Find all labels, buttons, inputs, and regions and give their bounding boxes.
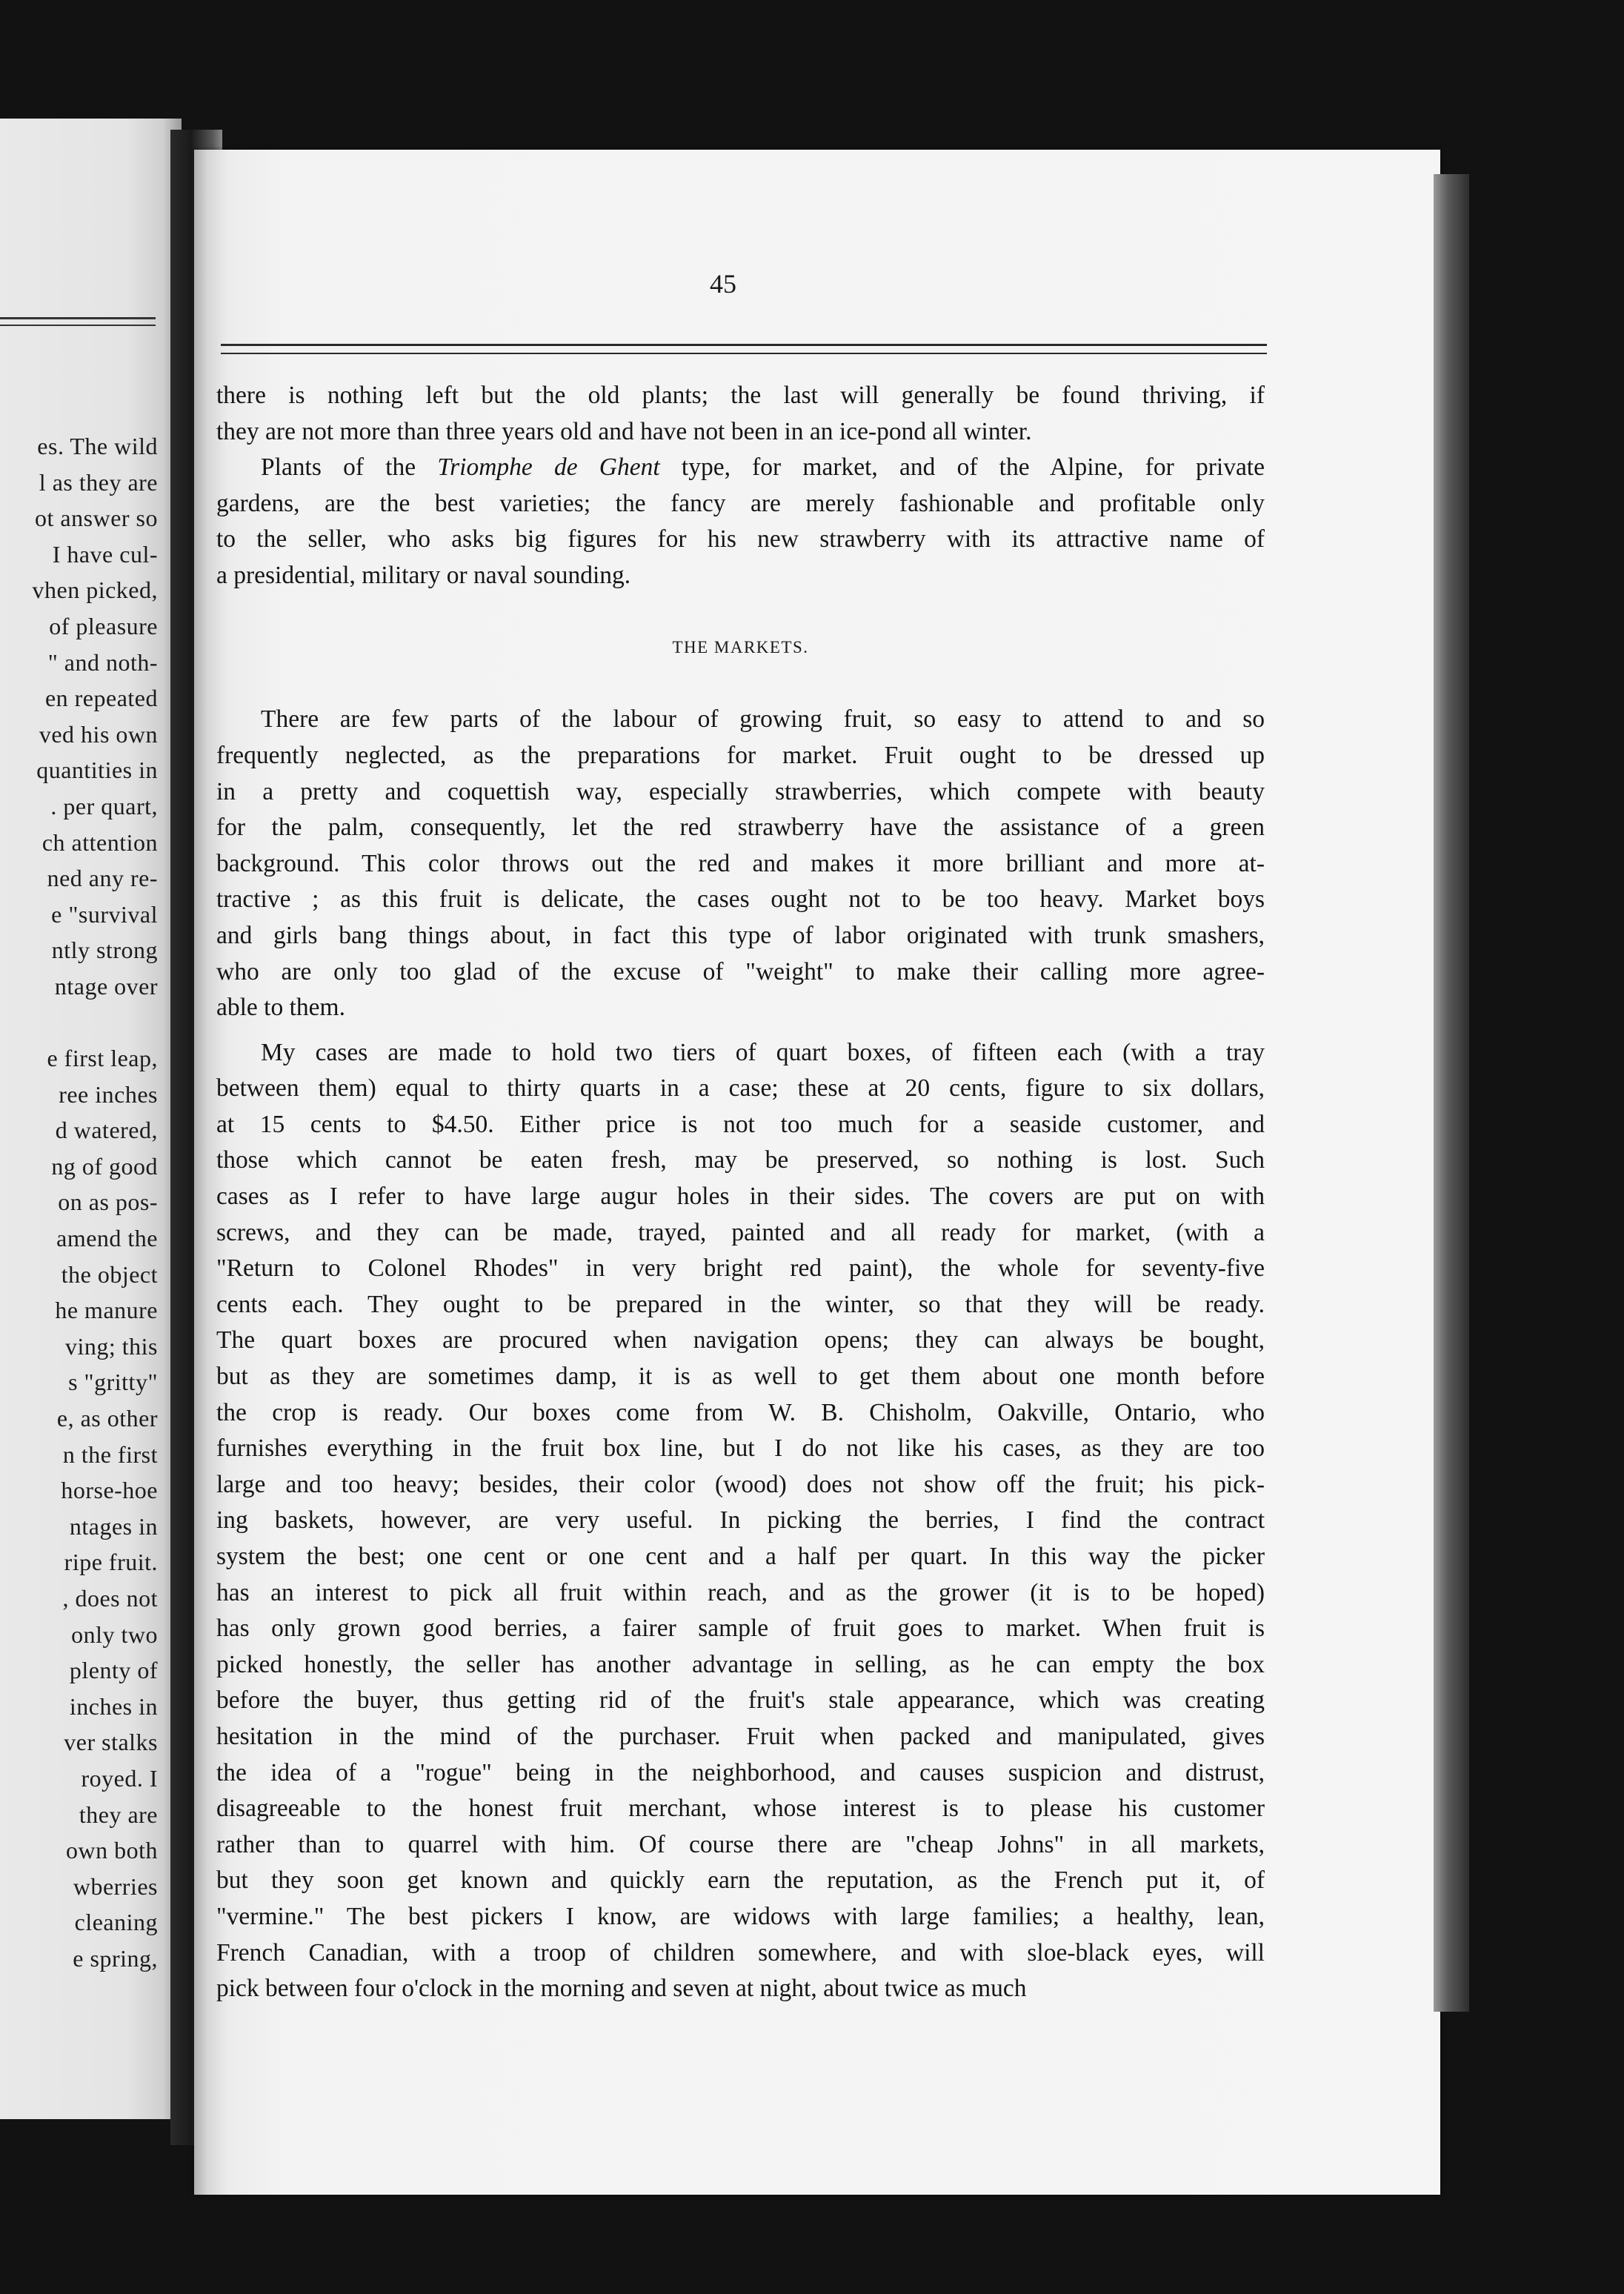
facing-page-line: ving; this bbox=[64, 1332, 158, 1360]
facing-page-line: es. The wild bbox=[37, 433, 158, 459]
facing-page-line: l as they are bbox=[39, 468, 158, 496]
facing-page-line: n the first bbox=[62, 1440, 158, 1468]
facing-page-line: ntages in bbox=[69, 1512, 158, 1540]
page-number: 45 bbox=[710, 269, 736, 299]
paragraph-line: pick between four o'clock in the morning and seven at night, about twice as much bbox=[216, 1975, 1027, 2003]
paragraph-line: screws, and they can be made, trayed, painted and all ready for market, (with a bbox=[216, 1218, 1265, 1246]
spacer bbox=[216, 594, 1265, 631]
facing-page-line: vhen picked, bbox=[32, 576, 158, 604]
facing-page-rule bbox=[0, 317, 156, 319]
paragraph-line: disagreeable to the honest fruit merchant, whose interest is to please his customer bbox=[216, 1795, 1265, 1823]
paragraph-line: My cases are made to hold two tiers of quart boxes, of fifteen each (with a tray bbox=[261, 1038, 1265, 1066]
facing-page-line: I have cul- bbox=[52, 540, 158, 568]
header-rule bbox=[221, 344, 1267, 346]
facing-page-line: own both bbox=[66, 1837, 158, 1864]
facing-page-line: of pleasure bbox=[49, 612, 158, 639]
facing-page-line: only two bbox=[71, 1620, 158, 1648]
facing-page-line: horse-hoe bbox=[61, 1477, 158, 1504]
paragraph-line: but as they are sometimes damp, it is as well to get them about one month before bbox=[216, 1363, 1265, 1391]
facing-page-line: on as pos- bbox=[58, 1188, 158, 1216]
facing-page-line: inches in bbox=[69, 1692, 158, 1720]
paragraph-line: but they soon get known and quickly earn the reputation, as the French put it, of bbox=[216, 1866, 1265, 1895]
paragraph-line: between them) equal to thirty quarts in a case; these at 20 cents, figure to six dollars, bbox=[216, 1074, 1265, 1103]
paragraph-line: to the seller, who asks big figures for his new strawberry with its attractive name of bbox=[216, 525, 1265, 553]
paragraph-line: furnishes everything in the fruit box line, but I do not like his cases, as they are too bbox=[216, 1434, 1265, 1463]
paragraph-line bbox=[216, 450, 1265, 486]
paragraph-line: French Canadian, with a troop of children somewhere, and with sloe-black eyes, will bbox=[216, 1938, 1265, 1966]
paragraph-line: they are not more than three years old and have not been in an ice-pond all winter. bbox=[216, 417, 1032, 445]
facing-page-line: plenty of bbox=[69, 1657, 158, 1684]
paragraph-line: rather than to quarrel with him. Of course there are "cheap Johns" in all markets, bbox=[216, 1830, 1265, 1858]
paragraph-line: "vermine." The best pickers I know, are widows with large families; a healthy, lean, bbox=[216, 1902, 1265, 1930]
facing-page-line: wberries bbox=[73, 1872, 158, 1900]
paragraph-line: There are few parts of the labour of growing fruit, so easy to attend to and so bbox=[261, 705, 1265, 734]
spacer bbox=[216, 1026, 1265, 1035]
paragraph-line: gardens, are the best varieties; the fancy are merely fashionable and profitable only bbox=[216, 489, 1265, 517]
paragraph-line: able to them. bbox=[216, 994, 345, 1022]
facing-page-line: e, as other bbox=[56, 1405, 158, 1432]
paragraph-line: hesitation in the mind of the purchaser. Fruit when packed and manipulated, gives bbox=[216, 1722, 1265, 1750]
paragraph-line: who are only too glad of the excuse of "weight" to make their calling more agree- bbox=[216, 957, 1265, 985]
spacer bbox=[216, 666, 1265, 702]
facing-page-line: they are bbox=[79, 1801, 158, 1828]
facing-page-line: cleaning bbox=[74, 1909, 158, 1936]
facing-page-line: ripe fruit. bbox=[64, 1549, 158, 1576]
facing-page-line: ree inches bbox=[59, 1080, 158, 1108]
facing-page-line: e first leap, bbox=[47, 1045, 158, 1072]
paragraph-line: has an interest to pick all fruit within reach, and as the grower (it is to be hoped) bbox=[216, 1578, 1265, 1606]
paragraph-line: has only grown good berries, a fairer sample of fruit goes to market. When fruit is bbox=[216, 1615, 1265, 1643]
facing-page-line: ng of good bbox=[51, 1152, 158, 1180]
facing-page-text bbox=[0, 428, 158, 1977]
paragraph-line: the idea of a "rogue" being in the neighborhood, and causes suspicion and distrust, bbox=[216, 1758, 1265, 1786]
paragraph-line: in a pretty and coquettish way, especially strawberries, which compete with beauty bbox=[216, 777, 1265, 805]
facing-page-line: ot answer so bbox=[35, 505, 158, 532]
paragraph-cases bbox=[216, 1035, 1265, 2007]
paragraph-line: a presidential, military or naval sounding. bbox=[216, 561, 631, 589]
facing-page-line: e spring, bbox=[73, 1944, 158, 1972]
facing-page-line: ntly strong bbox=[51, 937, 158, 964]
paragraph-varieties bbox=[216, 486, 1265, 594]
paragraph-line: large and too heavy; besides, their color (wood) does not show off the fruit; his pick- bbox=[216, 1470, 1265, 1498]
facing-page-line: s "gritty" bbox=[68, 1369, 158, 1396]
facing-page-line: he manure bbox=[55, 1297, 158, 1324]
paragraph-line: cases as I refer to have large augur holes in their sides. The covers are put on with bbox=[216, 1183, 1265, 1211]
paragraph-line: system the best; one cent or one cent and a half per quart. In this way the picker bbox=[216, 1543, 1265, 1570]
paragraph-line: there is nothing left but the old plants; the last will generally be found thriving, if bbox=[216, 382, 1265, 409]
paragraph-line: the crop is ready. Our boxes come from W. B. Chisholm, Oakville, Ontario, who bbox=[216, 1398, 1265, 1426]
facing-page-line: ver stalks bbox=[64, 1729, 158, 1756]
header-rule bbox=[221, 353, 1267, 354]
paragraph-preparation bbox=[216, 702, 1265, 1025]
facing-page-line: d watered, bbox=[55, 1117, 158, 1144]
facing-page-line: the object bbox=[61, 1260, 158, 1288]
paragraph-line: those which cannot be eaten fresh, may be preserved, so nothing is lost. Such bbox=[216, 1146, 1265, 1174]
facing-page-line: " and noth- bbox=[47, 648, 158, 676]
paragraph-line: before the buyer, thus getting rid of the fruit's stale appearance, which was creating bbox=[216, 1686, 1265, 1715]
facing-page-line: . per quart, bbox=[50, 792, 158, 819]
paragraph-line: for the palm, consequently, let the red strawberry have the assistance of a green bbox=[216, 814, 1265, 842]
paragraph-line: cents each. They ought to be prepared in the winter, so that they will be ready. bbox=[216, 1290, 1265, 1318]
text-span: type, for market, and of the Alpine, for private bbox=[659, 453, 1265, 482]
variety-name: Triomphe de Ghent bbox=[437, 453, 660, 482]
facing-page-line: en repeated bbox=[44, 685, 158, 712]
paragraph-line: at 15 cents to $4.50. Either price is not too much for a seaside customer, and bbox=[216, 1110, 1265, 1138]
paragraph-line: tractive ; as this fruit is delicate, the cases ought not to be too heavy. Market boys bbox=[216, 885, 1265, 914]
paragraph-line: and girls bang things about, in fact this type of labor originated with trunk smashers, bbox=[216, 921, 1265, 949]
section-heading: THE MARKETS. bbox=[672, 638, 809, 657]
text-column bbox=[216, 378, 1265, 2007]
facing-page-line: e "survival bbox=[51, 900, 158, 928]
paragraph-line: background. This color throws out the red and makes it more brilliant and more at- bbox=[216, 849, 1265, 877]
facing-page-rule bbox=[0, 325, 156, 326]
paragraph-continued bbox=[216, 378, 1265, 450]
facing-page-line bbox=[0, 1005, 158, 1041]
paragraph-line: frequently neglected, as the preparations for market. Fruit ought to be dressed up bbox=[216, 741, 1265, 769]
paragraph-line: The quart boxes are procured when navigation opens; they can always be bought, bbox=[216, 1326, 1265, 1354]
paragraph-line: picked honestly, the seller has another advantage in selling, as he can empty the box bbox=[216, 1650, 1265, 1678]
facing-page-line: royed. I bbox=[81, 1764, 158, 1792]
facing-page-line: ved his own bbox=[39, 720, 158, 748]
page-edge bbox=[1434, 174, 1469, 2012]
facing-page-line: amend the bbox=[56, 1225, 158, 1252]
text-span: Plants of the bbox=[261, 453, 438, 482]
facing-page-line: quantities in bbox=[36, 757, 158, 784]
facing-page-fragment bbox=[0, 119, 182, 2119]
paragraph-line: ing baskets, however, are very useful. In picking the berries, I find the contract bbox=[216, 1506, 1265, 1535]
facing-page-line: ntage over bbox=[54, 972, 158, 1000]
facing-page-line: ned any re- bbox=[47, 865, 158, 892]
paragraph-line: "Return to Colonel Rhodes" in very bright red paint), the whole for seventy-five bbox=[216, 1254, 1265, 1283]
facing-page-line: , does not bbox=[62, 1585, 158, 1612]
facing-page-line: ch attention bbox=[41, 828, 158, 856]
